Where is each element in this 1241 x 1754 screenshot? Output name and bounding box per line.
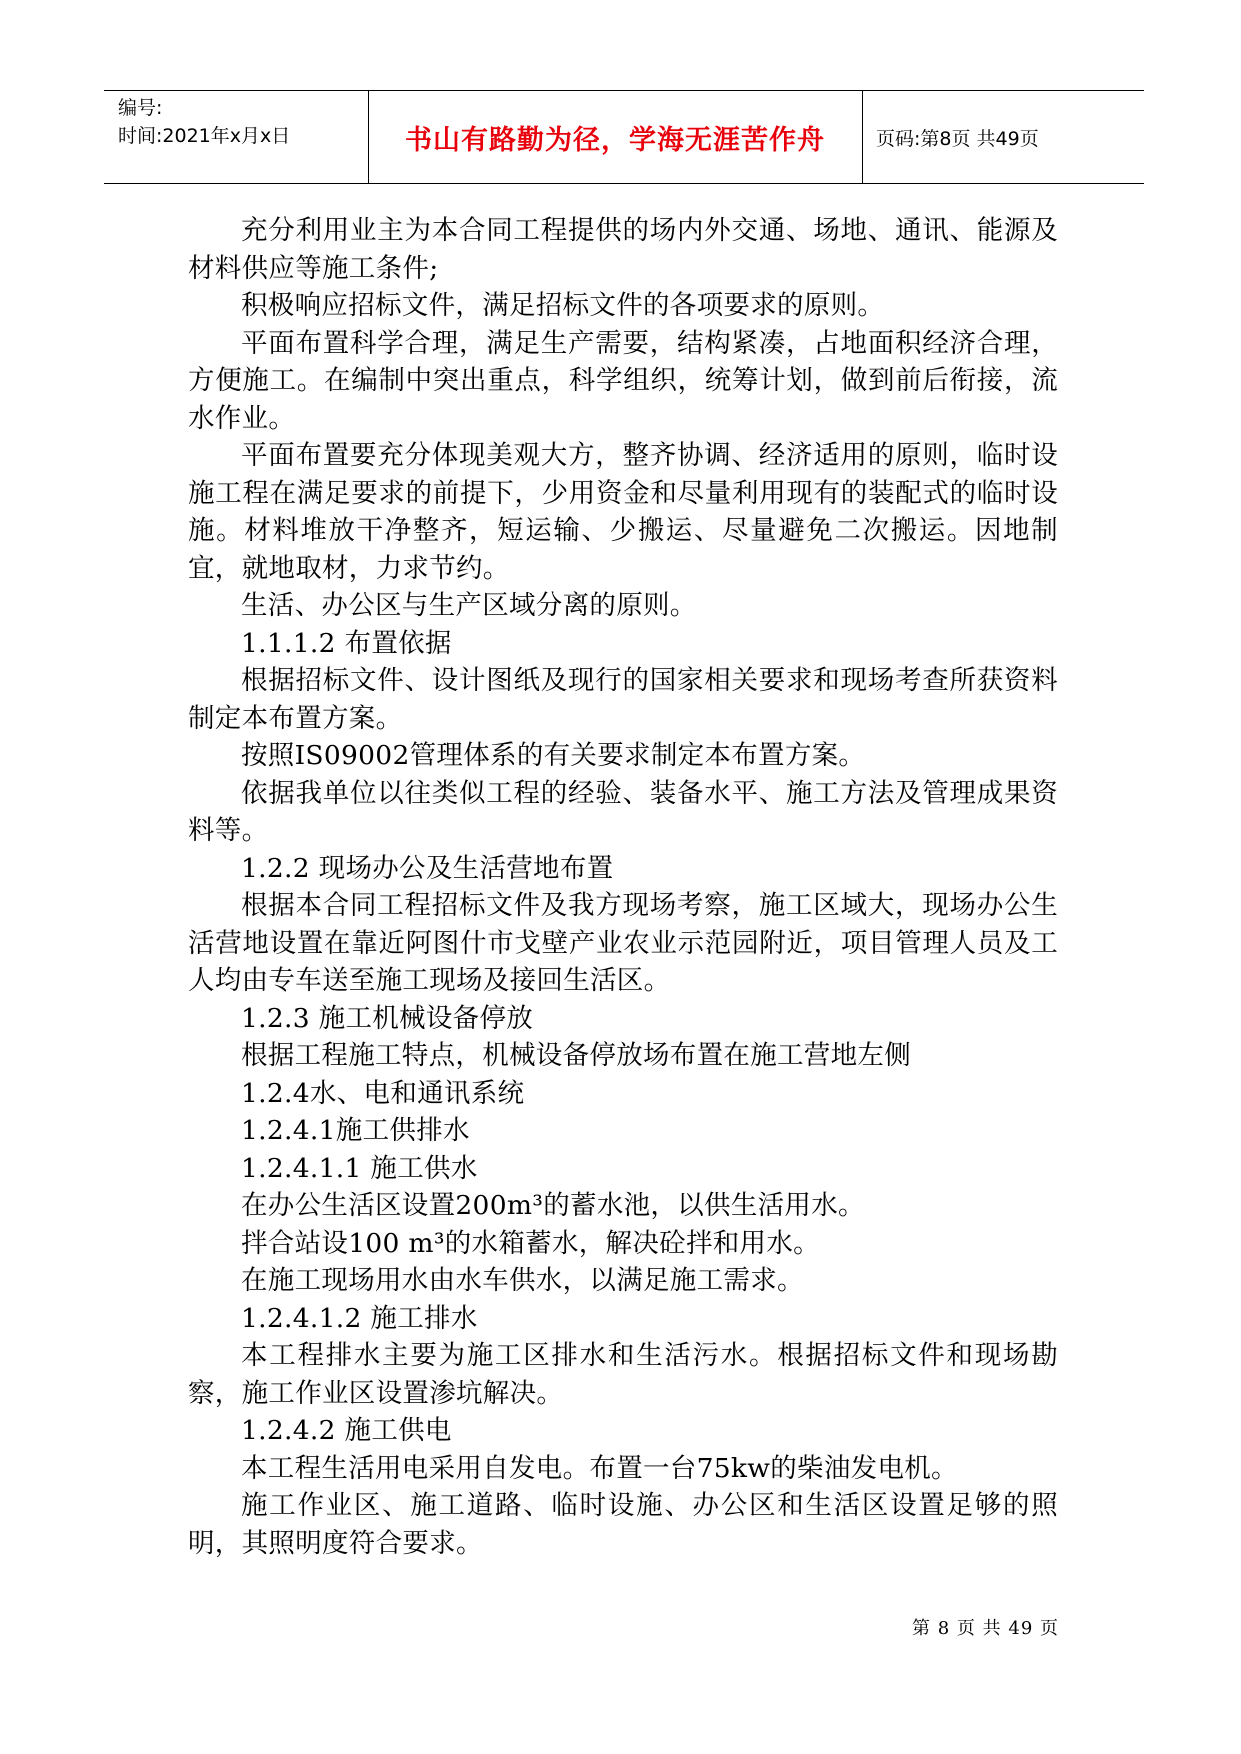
header-left-cell bbox=[104, 91, 369, 183]
page-footer-number: 第 8 页 共 49 页 bbox=[912, 1618, 1059, 1639]
body-paragraph: 本工程生活用电采用自发电。布置一台75kw的柴油发电机。 bbox=[241, 1452, 958, 1484]
header-motto: 书山有路勤为径，学海无涯苦作舟 bbox=[405, 124, 825, 156]
header-middle-cell bbox=[368, 91, 863, 183]
body-paragraph: 施工作业区、施工道路、临时设施、办公区和生活区设置足够的照明，其照明度符合要求。 bbox=[188, 1490, 1058, 1559]
section-heading: 1.2.4.1.1 施工供水 bbox=[241, 1152, 478, 1184]
body-paragraph: 拌合站设100 m³的水箱蓄水，解决砼拌和用水。 bbox=[241, 1227, 820, 1259]
body-paragraph: 按照IS09002管理体系的有关要求制定本布置方案。 bbox=[241, 740, 866, 771]
body-paragraph: 积极响应招标文件，满足招标文件的各项要求的原则。 bbox=[241, 290, 885, 321]
header-page-number: 页码:第8页 共49页 bbox=[876, 127, 1039, 150]
document-number-label: 编号: bbox=[118, 97, 163, 119]
body-paragraph: 充分利用业主为本合同工程提供的场内外交通、场地、通讯、能源及材料供应等施工条件; bbox=[188, 215, 1058, 284]
body-paragraph: 本工程排水主要为施工区排水和生活污水。根据招标文件和现场勘察，施工作业区设置渗坑解决。 bbox=[188, 1340, 1058, 1409]
section-heading: 1.2.4.1施工供排水 bbox=[241, 1115, 470, 1146]
body-paragraph: 平面布置科学合理，满足生产需要，结构紧凑，占地面积经济合理，方便施工。在编制中突出重点，科学组织，统筹计划，做到前后衔接，流水作业。 bbox=[188, 327, 1058, 434]
section-heading: 1.2.2 现场办公及生活营地布置 bbox=[241, 852, 614, 884]
body-paragraph: 在办公生活区设置200m³的蓄水池，以供生活用水。 bbox=[241, 1190, 865, 1221]
document-body bbox=[188, 212, 1058, 1562]
section-heading: 1.2.4.1.2 施工排水 bbox=[241, 1302, 478, 1334]
section-heading: 1.2.4.2 施工供电 bbox=[241, 1415, 452, 1446]
document-time-label: 时间:2021年x月x日 bbox=[118, 125, 291, 147]
section-heading: 1.2.4水、电和通讯系统 bbox=[241, 1077, 525, 1109]
body-paragraph: 平面布置要充分体现美观大方，整齐协调、经济适用的原则，临时设施工程在满足要求的前提下，少用资金和尽量利用现有的装配式的临时设施。材料堆放干净整齐，短运输、少搬运、尽量避免二次搬运。因地制宜，就地取材，力求节约。 bbox=[188, 440, 1058, 584]
body-paragraph: 生活、办公区与生产区域分离的原则。 bbox=[241, 590, 697, 621]
section-heading: 1.2.3 施工机械设备停放 bbox=[241, 1002, 534, 1034]
page-header bbox=[104, 90, 1144, 184]
header-right-cell bbox=[862, 91, 1144, 183]
body-paragraph: 根据本合同工程招标文件及我方现场考察，施工区域大，现场办公生活营地设置在靠近阿图什市戈壁产业农业示范园附近，项目管理人员及工人均由专车送至施工现场及接回生活区。 bbox=[188, 890, 1058, 996]
body-paragraph: 根据工程施工特点，机械设备停放场布置在施工营地左侧 bbox=[241, 1040, 911, 1071]
body-paragraph: 在施工现场用水由水车供水，以满足施工需求。 bbox=[241, 1265, 804, 1296]
section-heading: 1.1.1.2 布置依据 bbox=[241, 627, 452, 659]
body-paragraph: 根据招标文件、设计图纸及现行的国家相关要求和现场考查所获资料制定本布置方案。 bbox=[188, 665, 1058, 734]
body-paragraph: 依据我单位以往类似工程的经验、装备水平、施工方法及管理成果资料等。 bbox=[188, 777, 1058, 846]
